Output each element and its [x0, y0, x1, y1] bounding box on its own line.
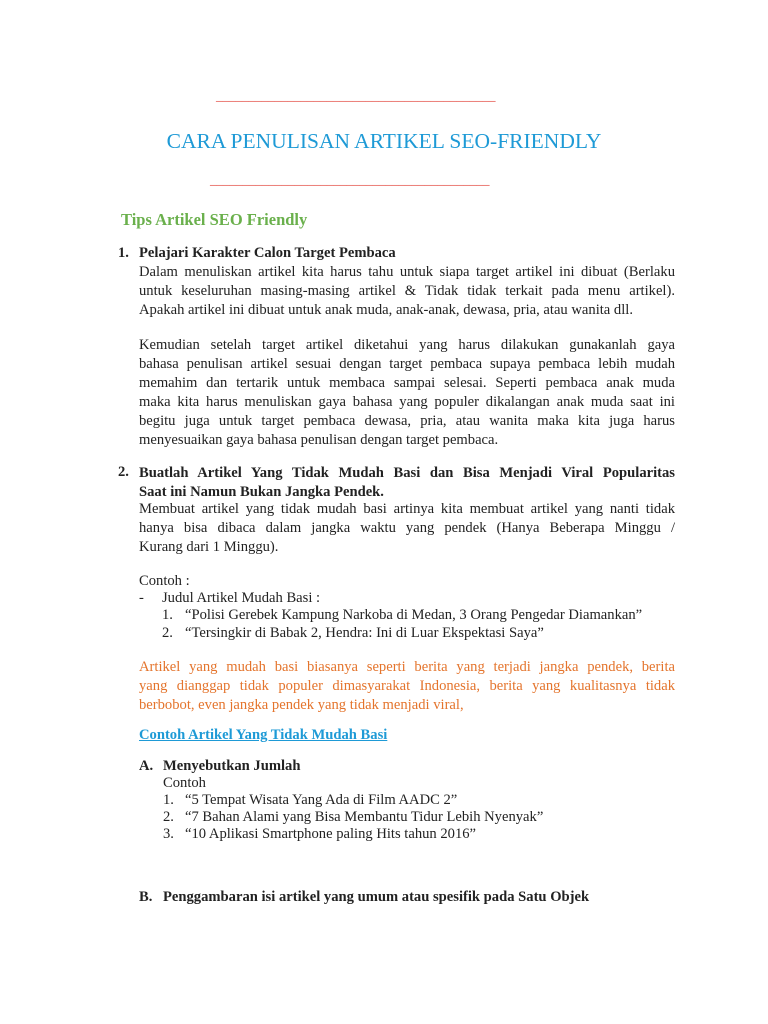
sub-a-item-text: “10 Aplikasi Smartphone paling Hits tahun 2016” [185, 826, 477, 842]
paragraph-line: menyesuaikan gaya bahasa penulisan dengan target pembaca. [139, 432, 499, 448]
list-dash: - [139, 590, 144, 606]
sub-a-contoh: Contoh [163, 775, 206, 791]
paragraph-line: yang dianggap tidak populer dimasyarakat Indonesia, berita yang kualitasnya tidak [139, 678, 675, 694]
rule-bottom: ___________________________________________ [210, 172, 490, 187]
paragraph-line: maka kita harus menuliskan gaya bahasa yang populer dikalangan anak muda saat ini [139, 394, 675, 410]
paragraph-line: Artikel yang mudah basi biasanya seperti berita yang terjadi jangka pendek, berita [139, 659, 675, 675]
example-text: “Polisi Gerebek Kampung Narkoba di Medan, 3 Orang Pengedar Diamankan” [185, 607, 643, 623]
item-2-number: 2. [118, 464, 129, 480]
sub-b-heading: Penggambaran isi artikel yang umum atau spesifik pada Satu Objek [163, 889, 590, 905]
rule-top: ___________________________________________ [216, 88, 496, 103]
sub-a-item-number: 2. [163, 809, 174, 825]
sub-a-item-text: “5 Tempat Wisata Yang Ada di Film AADC 2” [185, 792, 458, 808]
paragraph-line: memahim dan tertarik untuk membaca sampai selesai. Seperti pembaca anak muda [139, 375, 675, 391]
paragraph-line: Apakah artikel ini dibuat untuk anak muda, anak-anak, dewasa, pria, atau wanita dll. [139, 302, 633, 318]
example-number: 2. [162, 625, 173, 641]
paragraph-line: Membuat artikel yang tidak mudah basi artinya kita membuat artikel yang nanti tidak [139, 501, 675, 517]
item-1-paragraph-2 [139, 336, 675, 450]
paragraph-line: untuk keseluruhan masing-masing artikel & Tidak tidak terkait pada menu artikel). [139, 283, 675, 299]
item-1-paragraph-1 [139, 263, 675, 320]
page-title: CARA PENULISAN ARTIKEL SEO-FRIENDLY [166, 129, 602, 153]
sub-a-item-text: “7 Bahan Alami yang Bisa Membantu Tidur Lebih Nyenyak” [185, 809, 544, 825]
paragraph-line: begitu juga untuk target pembaca dewasa, pria, atau wanita maka kita juga harus [139, 413, 675, 429]
item-2-paragraph-1 [139, 500, 675, 557]
sub-a-letter: A. [139, 758, 154, 774]
example-text: “Tersingkir di Babak 2, Hendra: Ini di Luar Ekspektasi Saya” [185, 625, 544, 641]
sub-a-heading: Menyebutkan Jumlah [163, 758, 301, 774]
paragraph-line: Kemudian setelah target artikel diketahui yang harus dilakukan gunakanlah gaya [139, 337, 675, 353]
section-subtitle: Tips Artikel SEO Friendly [121, 210, 308, 229]
contoh-artikel-link[interactable]: Contoh Artikel Yang Tidak Mudah Basi [139, 727, 388, 743]
contoh-label: Contoh : [139, 573, 190, 589]
item-2-heading [139, 464, 675, 502]
orange-paragraph [139, 658, 675, 715]
paragraph-line: Dalam menuliskan artikel kita harus tahu untuk siapa target artikel ini dibuat (Berlaku [139, 264, 675, 280]
paragraph-line: Kurang dari 1 Minggu). [139, 539, 279, 555]
item-1-heading: Pelajari Karakter Calon Target Pembaca [139, 245, 396, 261]
sub-b-letter: B. [139, 889, 153, 905]
item-1-number: 1. [118, 245, 129, 261]
paragraph-line: hanya bisa dibaca dalam jangka waktu yang pendek (Hanya Beberapa Minggu / [139, 520, 675, 536]
sub-a-item-number: 1. [163, 792, 174, 808]
judul-label: Judul Artikel Mudah Basi : [162, 590, 321, 606]
example-number: 1. [162, 607, 173, 623]
sub-a-item-number: 3. [163, 826, 174, 842]
heading-line: Saat ini Namun Bukan Jangka Pendek. [139, 484, 384, 500]
paragraph-line: bahasa penulisan artikel sesuai dengan target pembaca supaya pembaca lebih mudah [139, 356, 675, 372]
heading-line: Buatlah Artikel Yang Tidak Mudah Basi dan Bisa Menjadi Viral Popularitas [139, 465, 675, 481]
paragraph-line: berbobot, even jangka pendek yang tidak menjadi viral, [139, 697, 464, 713]
